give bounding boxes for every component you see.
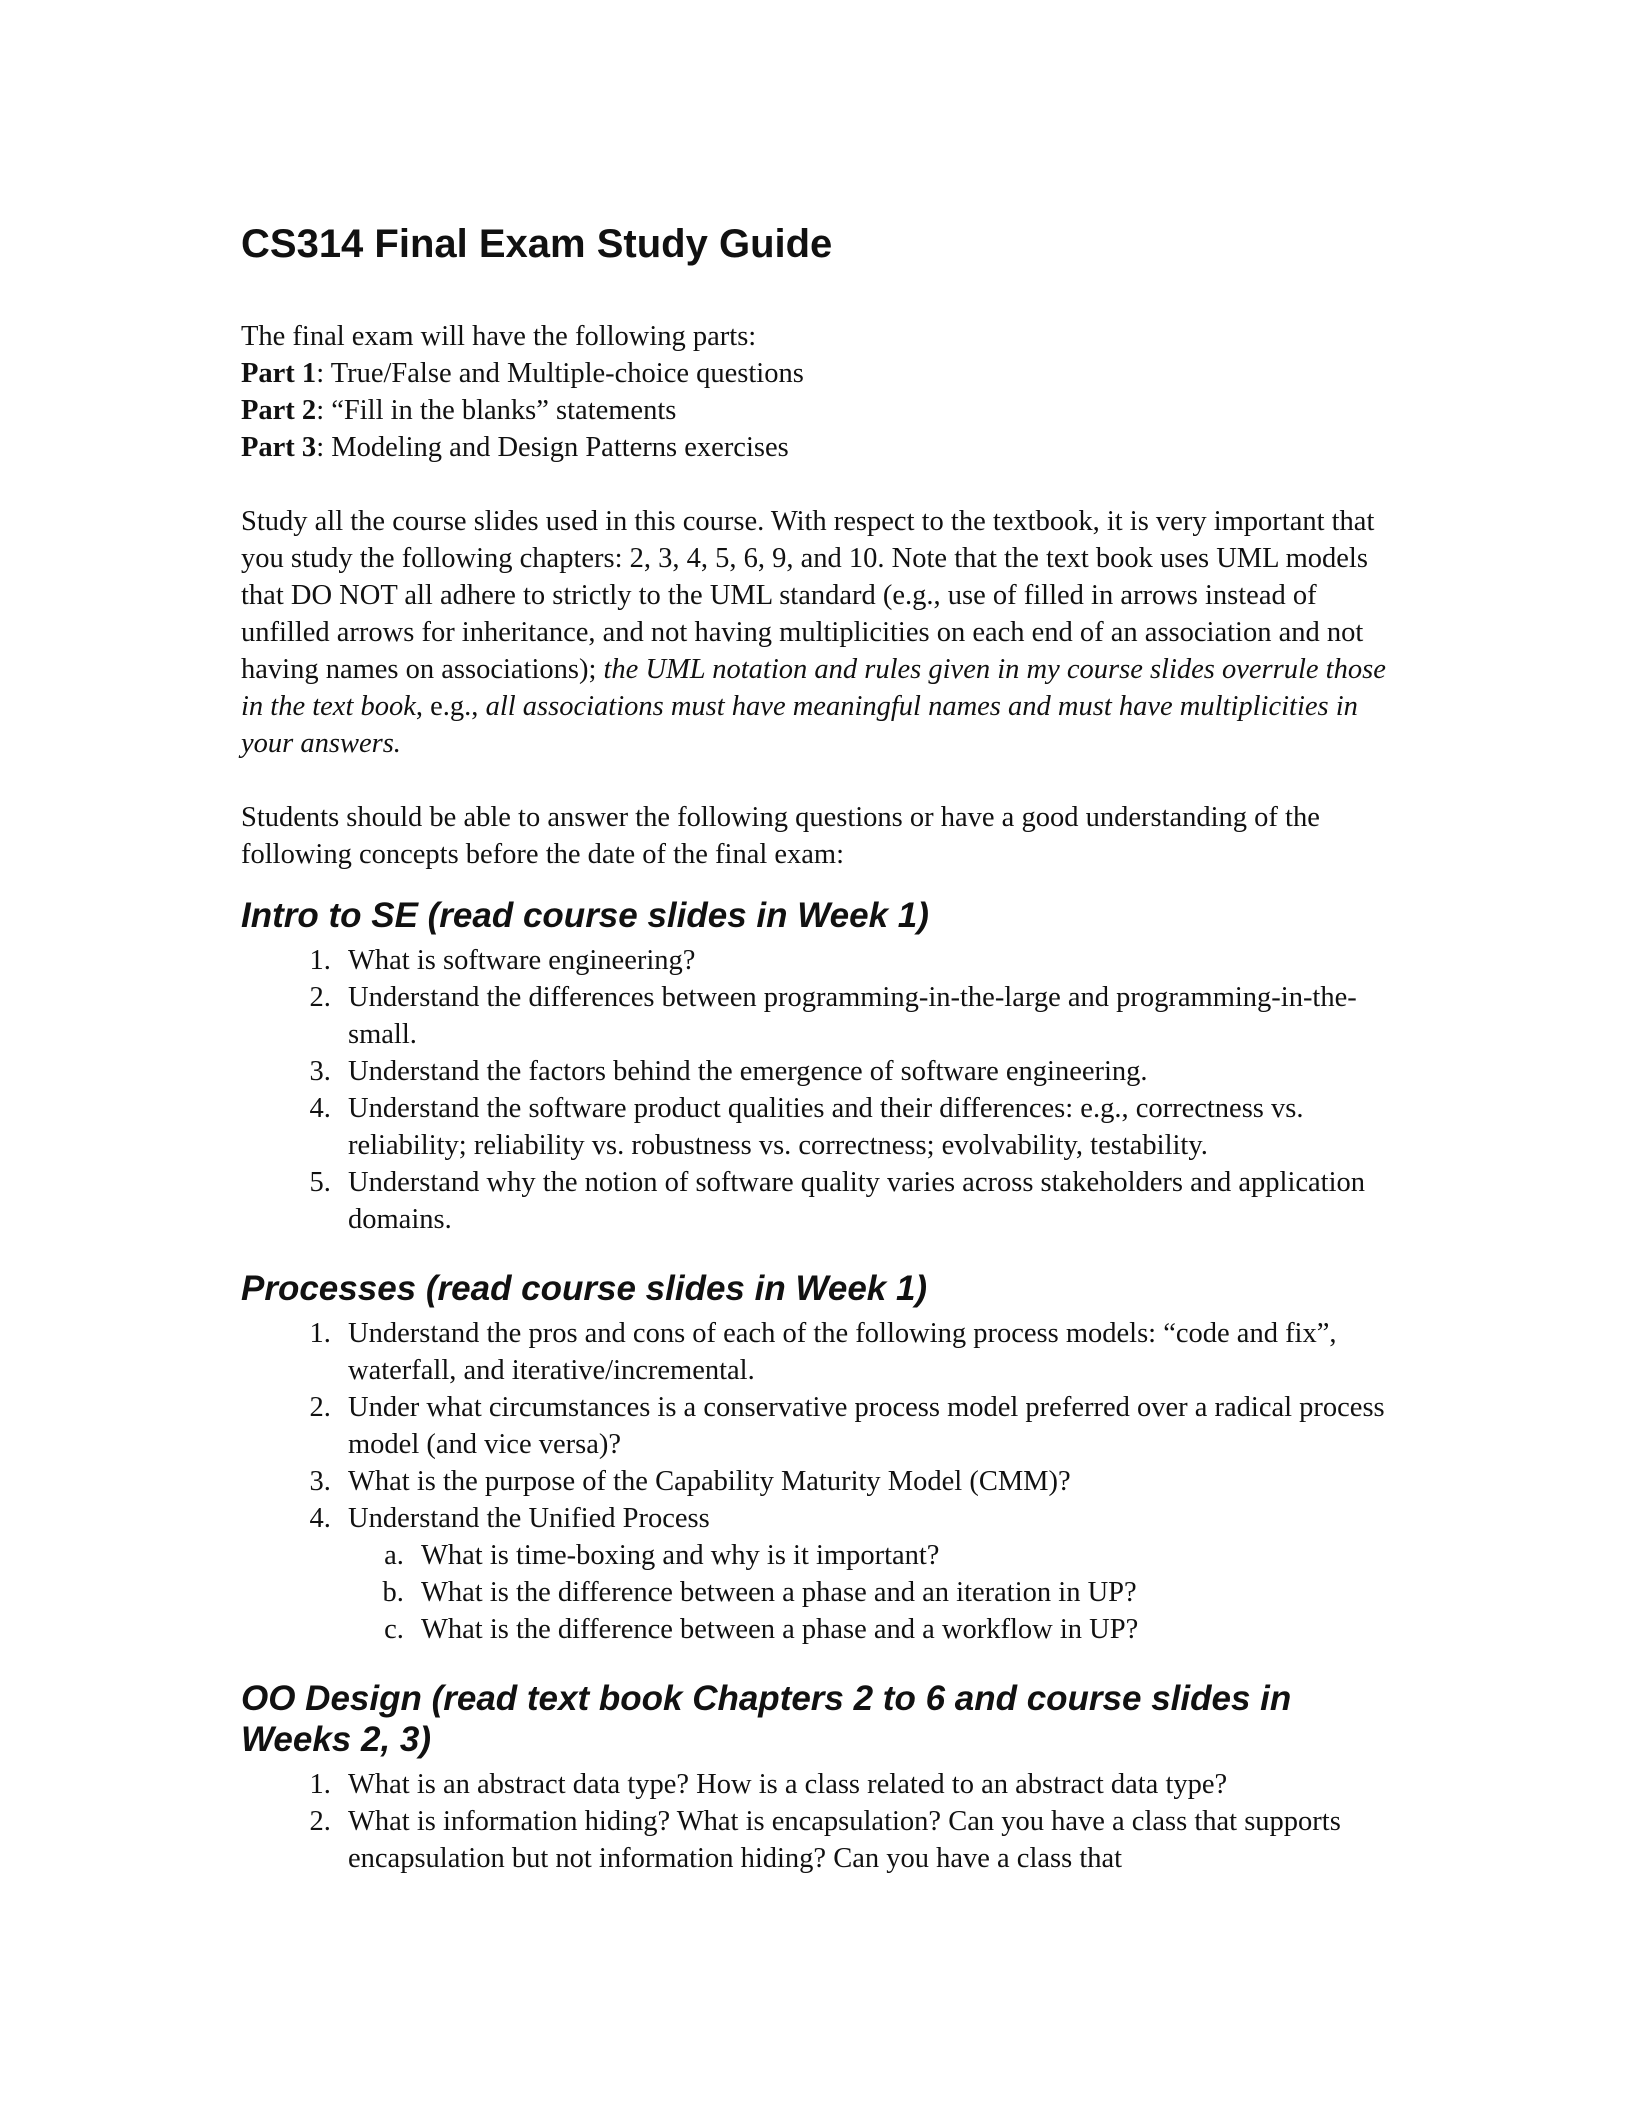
list-item: 5. Understand why the notion of software quality varies across stakeholders and application domains.: [338, 1164, 1411, 1238]
list-item: 3. Understand the factors behind the emergence of software engineering.: [338, 1053, 1411, 1090]
part-text: : True/False and Multiple-choice questions: [316, 358, 804, 389]
section-heading: Intro to SE (read course slides in Week 1): [241, 896, 929, 935]
section-intro-se: [241, 895, 1411, 1238]
study-italic: the UML notation and rules given in my course slides overrule those in the text book: [241, 654, 1386, 722]
part-label: Part 1: [241, 358, 317, 389]
part-line: [241, 392, 1411, 429]
exam-parts: [241, 318, 1411, 466]
part-line: [241, 355, 1411, 392]
sub-list-item: c. What is the difference between a phase and a workflow in UP?: [411, 1611, 1411, 1648]
study-italic: all associations must have meaningful names and must have multiplicities in your answers.: [241, 691, 1358, 759]
list-item: 3. What is the purpose of the Capability Maturity Model (CMM)?: [338, 1463, 1411, 1500]
study-paragraph: [241, 503, 1411, 762]
list-item: 4. Understand the software product qualities and their differences: e.g., correctness vs. reliability; reliability vs. robustness vs. correctness; evolvability, testability.: [338, 1090, 1411, 1164]
list-item: 1. What is software engineering?: [338, 942, 1411, 979]
section-heading: OO Design (read text book Chapters 2 to 6 and course slides in Weeks 2, 3): [241, 1679, 1292, 1759]
parts-intro: The final exam will have the following parts:: [241, 321, 757, 352]
document-page: [241, 220, 1411, 1907]
sub-list-item: a. What is time-boxing and why is it important?: [411, 1537, 1411, 1574]
part-text: : Modeling and Design Patterns exercises: [316, 432, 789, 463]
list-item: 2. Understand the differences between programming-in-the-large and programming-in-the-small.: [338, 979, 1411, 1053]
part-line: [241, 429, 1411, 466]
study-text: Study all the course slides used in this course. With respect to the textbook, it is very important that you study the following chapters: 2, 3, 4, 5, 6, 9, and 10. Note that the text book uses UML models that DO NOT all adhere to strictly to the UML standard (e.g., use of filled in arrows instead of unfilled arrows for inheritance, and not having multiplicities on each end of an association and not having names on associations);: [241, 506, 1375, 685]
section-processes: [241, 1268, 1411, 1648]
question-list: [241, 1315, 1411, 1648]
section-heading: Processes (read course slides in Week 1): [241, 1269, 928, 1308]
students-paragraph: Students should be able to answer the following questions or have a good understanding of the following concepts before the date of the final exam:: [241, 802, 1320, 870]
question-list: [241, 1766, 1411, 1877]
part-label: Part 2: [241, 395, 317, 426]
sub-list-item: b. What is the difference between a phase and an iteration in UP?: [411, 1574, 1411, 1611]
section-oo-design: [241, 1678, 1411, 1877]
question-list: [241, 942, 1411, 1238]
list-item: 2. What is information hiding? What is encapsulation? Can you have a class that supports encapsulation but not information hiding? Can you have a class that: [338, 1803, 1411, 1877]
part-text: : “Fill in the blanks” statements: [316, 395, 677, 426]
study-text: , e.g.,: [415, 691, 486, 722]
part-label: Part 3: [241, 432, 317, 463]
page-title: CS314 Final Exam Study Guide: [241, 222, 833, 266]
list-item: [338, 1500, 1411, 1648]
list-item: 1. Understand the pros and cons of each of the following process models: “code and fix”, waterfall, and iterative/incremental.: [338, 1315, 1411, 1389]
list-item: 2. Under what circumstances is a conservative process model preferred over a radical process model (and vice versa)?: [338, 1389, 1411, 1463]
list-item: 1. What is an abstract data type? How is a class related to an abstract data type?: [338, 1766, 1411, 1803]
sub-question-list: [348, 1537, 1411, 1648]
list-item-text: Understand the Unified Process: [348, 1503, 710, 1534]
